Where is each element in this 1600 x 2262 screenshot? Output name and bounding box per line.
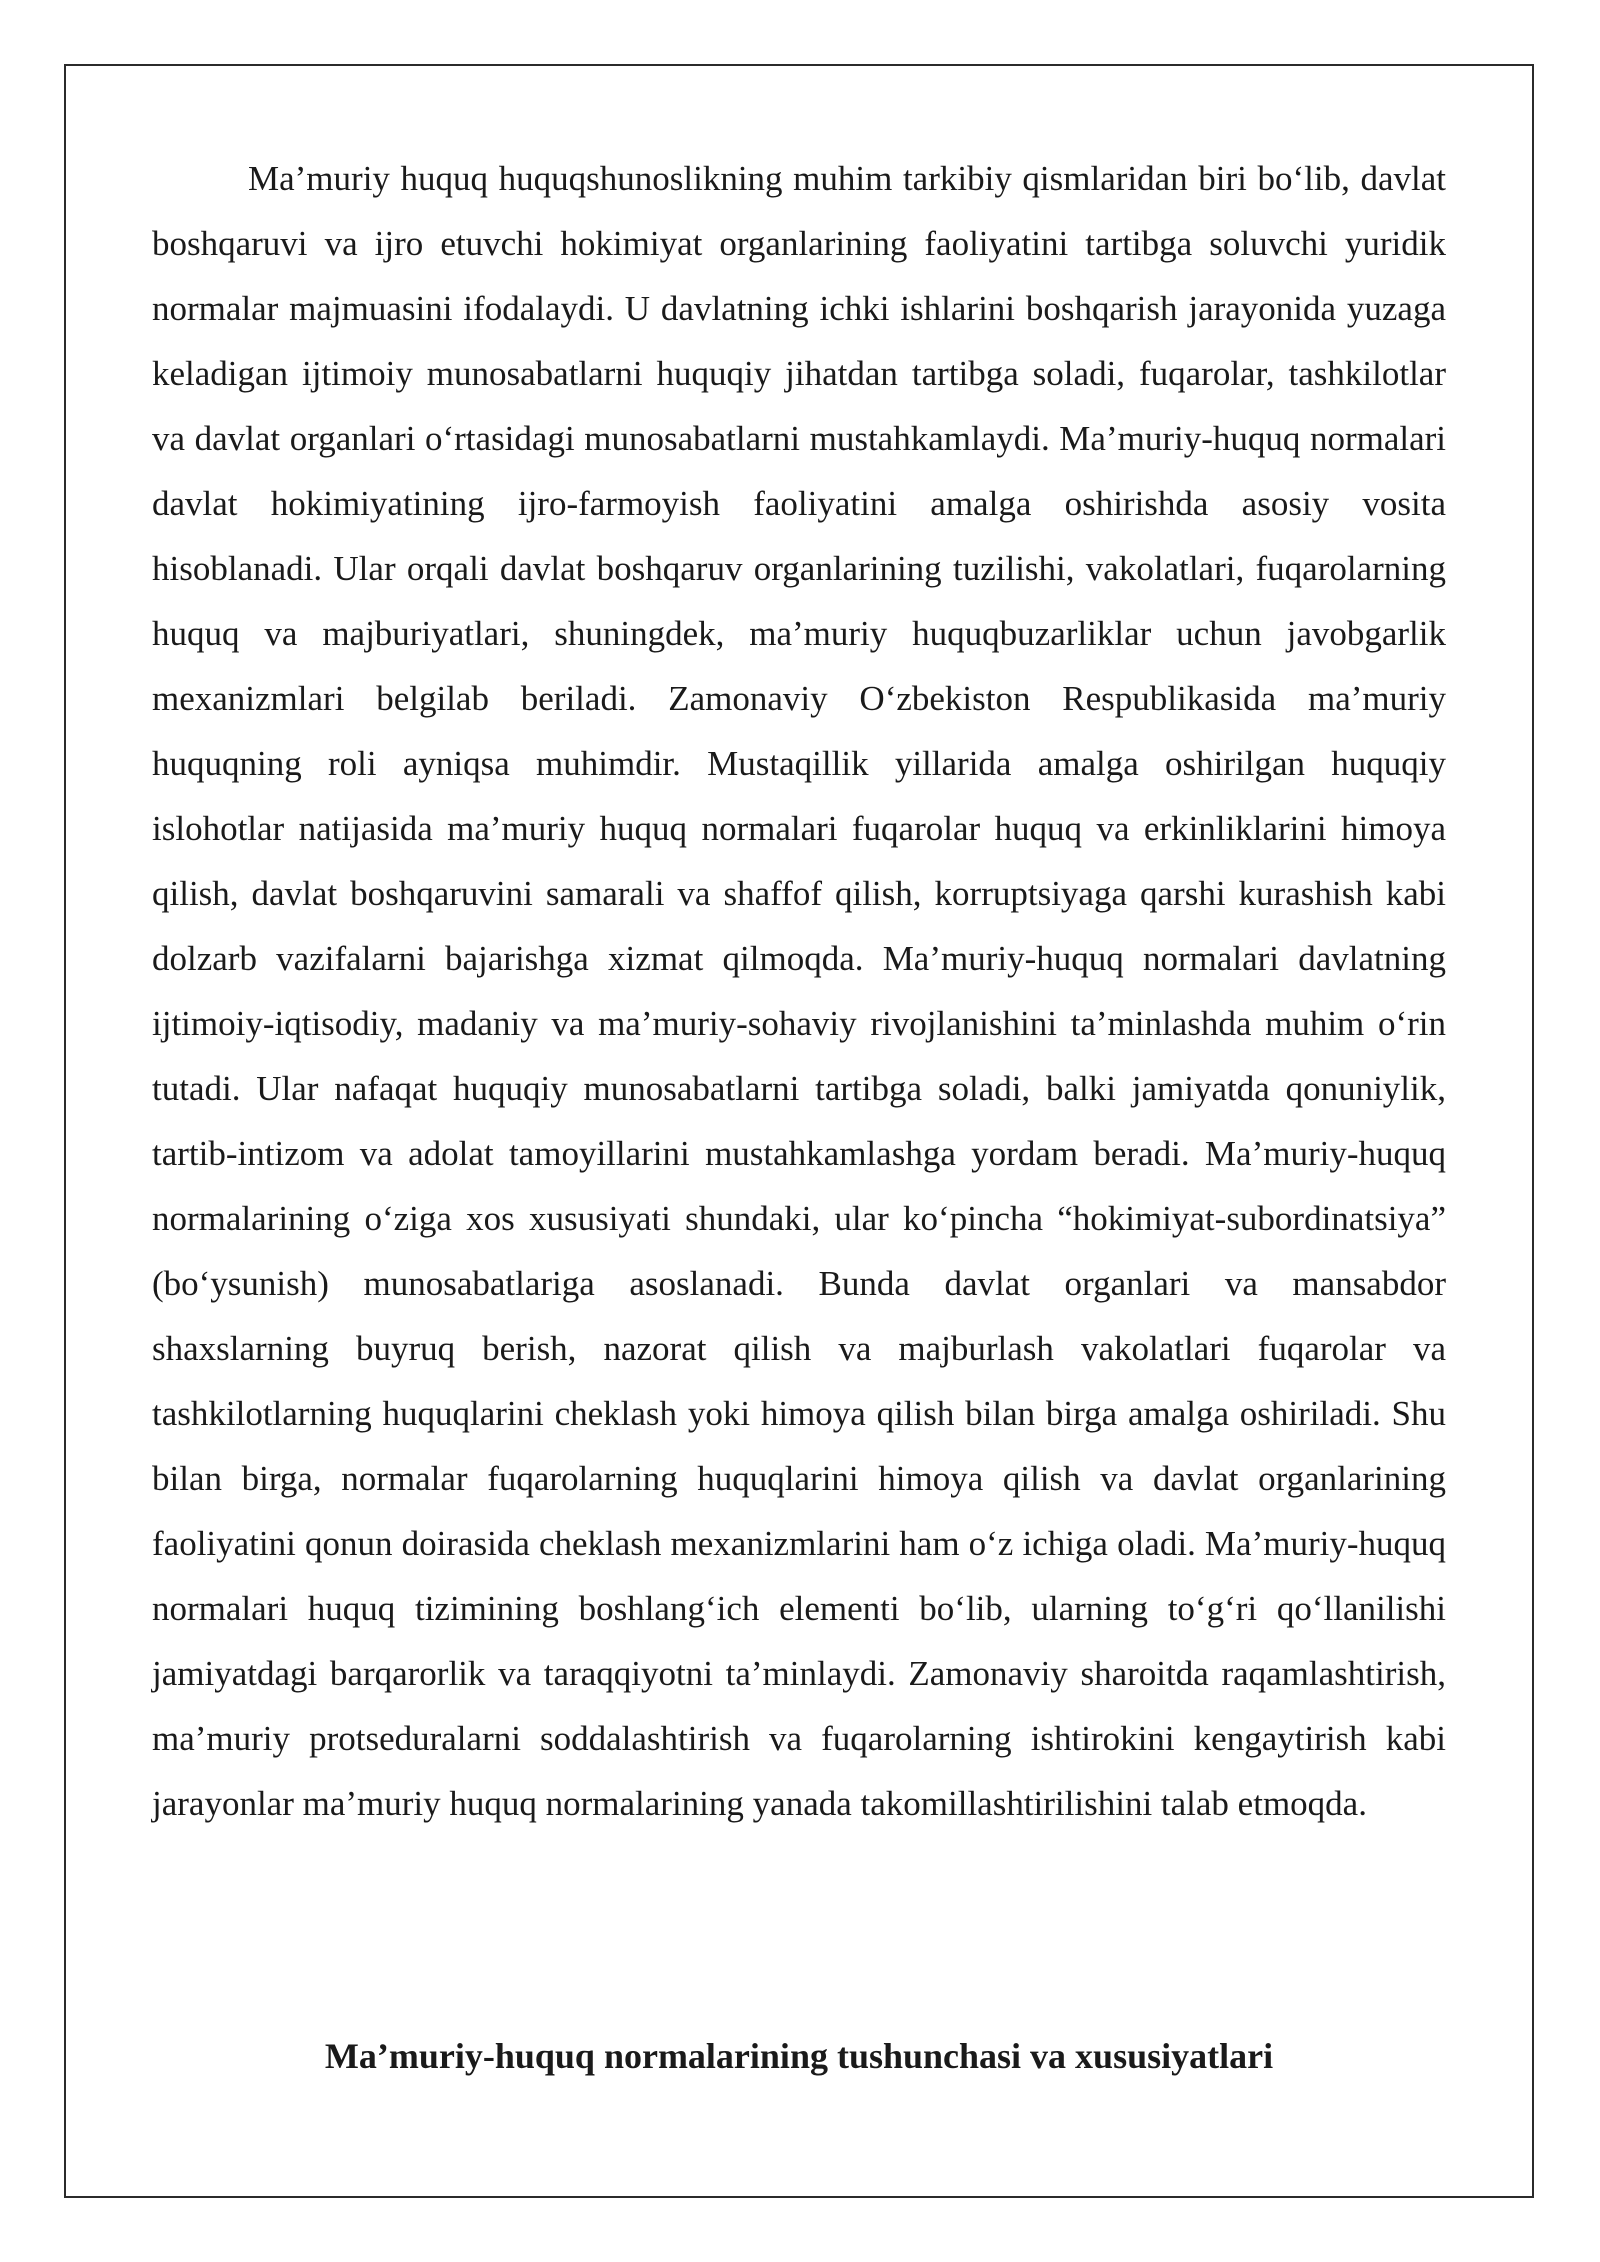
section-heading: Ma’muriy-huquq normalarining tushunchasi va xususiyatlari [324,2036,1274,2076]
body-paragraph: Ma’muriy huquq huquqshunoslikning muhim tarkibiy qismlaridan biri bo‘lib, davlat boshqaruvi va ijro etuvchi hokimiyat organlarining faoliyatini tartibga soluvchi yuridik normalar majmuasini ifodalaydi. U davlatning ichki ishlarini boshqarish jarayonida yuzaga keladigan ijtimoiy munosabatlarni huquqiy jihatdan tartibga soladi, fuqarolar, tashkilotlar va davlat organlari o‘rtasidagi munosabatlarni mustahkamlaydi. Ma’muriy-huquq normalari davlat hokimiyatining ijro-farmoyish faoliyatini amalga oshirishda asosiy vosita hisoblanadi. Ular orqali davlat boshqaruv organlarining tuzilishi, vakolatlari, fuqarolarning huquq va majburiyatlari, shuningdek, ma’muriy huquqbuzarliklar uchun javobgarlik mexanizmlari belgilab beriladi. Zamonaviy O‘zbekiston Respublikasida ma’muriy huquqning roli ayniqsa muhimdir. Mustaqillik yillarida amalga oshirilgan huquqiy islohotlar natijasida ma’muriy huquq normalari fuqarolar huquq va erkinliklarini himoya qilish, davlat boshqaruvini samarali va shaffof qilish, korruptsiyaga qarshi kurashish kabi dolzarb vazifalarni bajarishga xizmat qilmoqda. Ma’muriy-huquq normalari davlatning ijtimoiy-iqtisodiy, madaniy va ma’muriy-sohaviy rivojlanishini ta’minlashda muhim o‘rin tutadi. Ular nafaqat huquqiy munosabatlarni tartibga soladi, balki jamiyatda qonuniylik, tartib-intizom va adolat tamoyillarini mustahkamlashga yordam beradi. Ma’muriy-huquq normalarining o‘ziga xos xususiyati shundaki, ular ko‘pincha “hokimiyat-subordinatsiya” (bo‘ysunish) munosabatlariga asoslanadi. Bunda davlat organlari va mansabdor shaxslarning buyruq berish, nazorat qilish va majburlash vakolatlari fuqarolar va tashkilotlarning huquqlarini cheklash yoki himoya qilish bilan birga amalga oshiriladi. Shu bilan birga, normalar fuqarolarning huquqlarini himoya qilish va davlat organlarining faoliyatini qonun doirasida cheklash mexanizmlarini ham o‘z ichiga oladi. Ma’muriy-huquq normalari huquq tizimining boshlang‘ich elementi bo‘lib, ularning to‘g‘ri qo‘llanilishi jamiyatdagi barqarorlik va taraqqiyotni ta’minlaydi. Zamonaviy sharoitda raqamlashtirish, ma’muriy protseduralarni soddalashtirish va fuqarolarning ishtirokini kengaytirish kabi jarayonlar ma’muriy huquq normalarining yanada takomillashtirilishini talab etmoqda. [152,159,1446,1823]
